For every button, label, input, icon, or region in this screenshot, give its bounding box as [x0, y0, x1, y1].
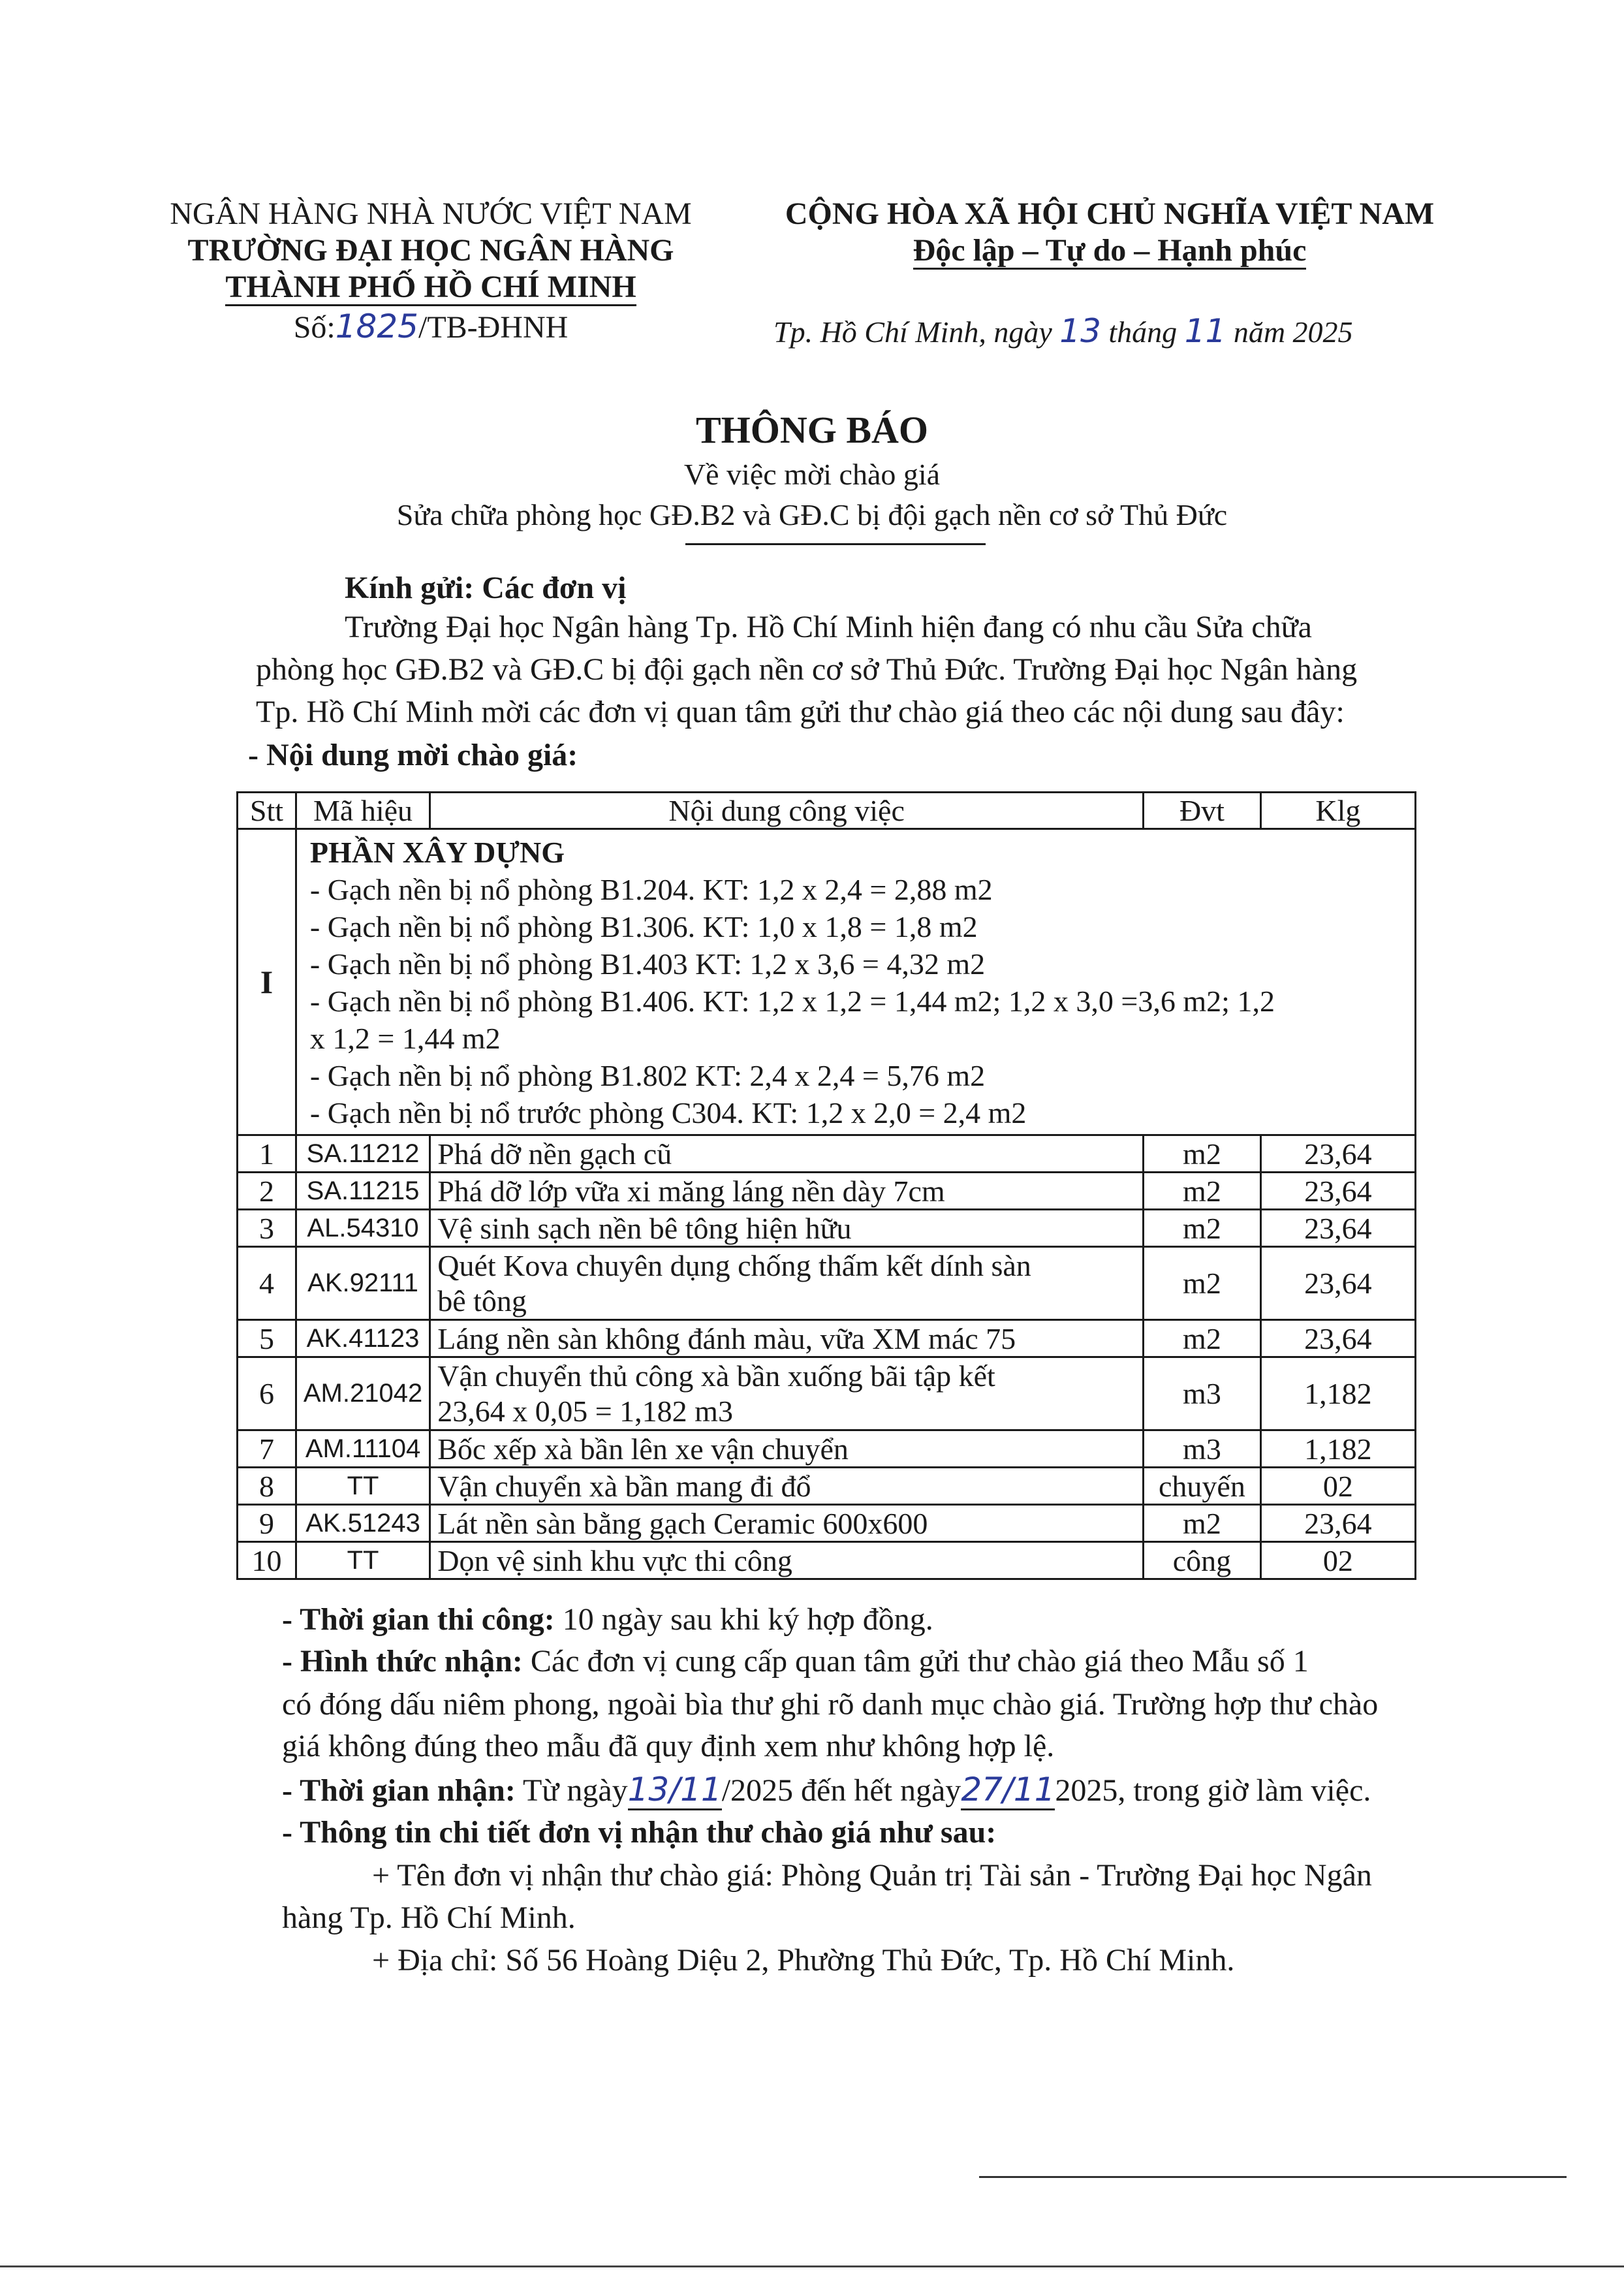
row-qty: 02 [1260, 1468, 1415, 1505]
section-row [238, 829, 1416, 1135]
row-qty: 23,64 [1260, 1135, 1415, 1173]
row-unit: m2 [1144, 1320, 1261, 1357]
section-line: x 1,2 = 1,44 m2 [309, 1022, 501, 1055]
row-desc: Phá dỡ lớp vữa xi măng láng nền dày 7cm [430, 1173, 1144, 1210]
row-unit: công [1144, 1542, 1261, 1579]
table-row [238, 1320, 1416, 1357]
section-line: - Gạch nền bị nổ phòng B1.406. KT: 1,2 x 1,2 = 1,44 m2; 1,2 x 3,0 =3,6 m2; 1,2 [309, 985, 1275, 1018]
row-desc: Lát nền sàn bằng gạch Ceramic 600x600 [430, 1505, 1144, 1542]
doc-title: THÔNG BÁO [695, 409, 929, 451]
row-code: TT [296, 1468, 429, 1505]
row-stt: 4 [238, 1247, 296, 1320]
org-block [150, 196, 711, 346]
handwritten-to-date: 27/11 [961, 1771, 1055, 1810]
doc-subtitle-2: Sửa chữa phòng học GĐ.B2 và GĐ.C bị đội gạch nền cơ sở Thủ Đức [396, 498, 1228, 531]
row-desc: Vệ sinh sạch nền bê tông hiện hữu [430, 1210, 1144, 1247]
row-qty: 23,64 [1260, 1210, 1415, 1247]
table-row [238, 1505, 1416, 1542]
document-number: Số:1825/TB-ĐHNH [293, 308, 569, 345]
content-heading: - Nội dung mời chào giá: [248, 738, 578, 772]
row-unit: chuyến [1144, 1468, 1261, 1505]
nation-title: CỘNG HÒA XÃ HỘI CHỦ NGHĨA VIỆT NAM [785, 197, 1435, 231]
header-unit: Đvt [1144, 793, 1261, 829]
header-content: Nội dung công việc [430, 793, 1144, 829]
row-desc: Dọn vệ sinh khu vực thi công [430, 1542, 1144, 1579]
section-line: - Gạch nền bị nổ phòng B1.204. KT: 1,2 x 2,4 = 2,88 m2 [309, 873, 993, 906]
date-line: Tp. Hồ Chí Minh, ngày 13 tháng 11 năm 2025 [773, 312, 1353, 350]
intro-line-3: Tp. Hồ Chí Minh mời các đơn vị quan tâm gửi thư chào giá theo các nội dung sau đây: [256, 695, 1345, 729]
section-line: - Gạch nền bị nổ phòng B1.306. KT: 1,0 x 1,8 = 1,8 m2 [309, 910, 978, 943]
table-row [238, 1468, 1416, 1505]
row-stt: 10 [238, 1542, 296, 1579]
handwritten-number: 1825 [335, 308, 418, 345]
row-qty: 02 [1260, 1542, 1415, 1579]
row-qty: 1,182 [1260, 1430, 1415, 1468]
scan-edge-line [979, 2176, 1567, 2178]
row-stt: 6 [238, 1357, 296, 1430]
row-code: SA.11215 [296, 1173, 429, 1210]
row-desc: Bốc xếp xà bần lên xe vận chuyển [430, 1430, 1144, 1468]
detail-heading: - Thông tin chi tiết đơn vị nhận thư chào giá như sau: [282, 1815, 997, 1850]
construction-time: - Thời gian thi công: 10 ngày sau khi ký hợp đồng. [282, 1602, 933, 1637]
receipt-form-line-2: có đóng dấu niêm phong, ngoài bìa thư ghi rõ danh mục chào giá. Trường hợp thư chào [282, 1687, 1379, 1722]
section-line: - Gạch nền bị nổ trước phòng C304. KT: 1,2 x 2,0 = 2,4 m2 [309, 1096, 1027, 1129]
table-row [238, 1173, 1416, 1210]
row-desc: Vận chuyển thủ công xà bần xuống bãi tập kết 23,64 x 0,05 = 1,182 m3 [430, 1357, 1144, 1430]
intro-line-1: Trường Đại học Ngân hàng Tp. Hồ Chí Minh hiện đang có nhu cầu Sửa chữa [345, 610, 1312, 644]
header-qty: Klg [1260, 793, 1415, 829]
handwritten-from-date: 13/11 [628, 1771, 722, 1810]
row-code: AK.41123 [296, 1320, 429, 1357]
section-title: PHẦN XÂY DỰNG [309, 836, 565, 869]
row-stt: 8 [238, 1468, 296, 1505]
row-desc: Láng nền sàn không đánh màu, vữa XM mác 75 [430, 1320, 1144, 1357]
table-header-row [238, 793, 1416, 829]
org-name-line2: TRƯỜNG ĐẠI HỌC NGÂN HÀNG [187, 233, 674, 268]
row-unit: m2 [1144, 1505, 1261, 1542]
row-qty: 23,64 [1260, 1173, 1415, 1210]
row-code: AM.11104 [296, 1430, 429, 1468]
table-row [238, 1357, 1416, 1430]
row-qty: 23,64 [1260, 1320, 1415, 1357]
org-name-line3: THÀNH PHỐ HỒ CHÍ MINH [225, 270, 636, 306]
row-unit: m2 [1144, 1210, 1261, 1247]
address-line: + Địa chỉ: Số 56 Hoàng Diệu 2, Phường Thủ Đức, Tp. Hồ Chí Minh. [372, 1943, 1235, 1978]
scan-edge-line-bottom [0, 2265, 1624, 2267]
row-code: AL.54310 [296, 1210, 429, 1247]
intro-line-2: phòng học GĐ.B2 và GĐ.C bị đội gạch nền cơ sở Thủ Đức. Trường Đại học Ngân hàng [256, 652, 1358, 687]
receipt-form-line-1: - Hình thức nhận: Các đơn vị cung cấp quan tâm gửi thư chào giá theo Mẫu số 1 [282, 1644, 1309, 1679]
section-line: - Gạch nền bị nổ phòng B1.403 KT: 1,2 x 3,6 = 4,32 m2 [309, 947, 986, 981]
row-unit: m3 [1144, 1430, 1261, 1468]
date-day: 13 [1059, 312, 1101, 350]
row-desc: Phá dỡ nền gạch cũ [430, 1135, 1144, 1173]
motto: Độc lập – Tự do – Hạnh phúc [913, 233, 1307, 270]
row-code: AM.21042 [296, 1357, 429, 1430]
row-stt: 9 [238, 1505, 296, 1542]
row-qty: 23,64 [1260, 1505, 1415, 1542]
row-code: SA.11212 [296, 1135, 429, 1173]
row-stt: 3 [238, 1210, 296, 1247]
row-stt: 1 [238, 1135, 296, 1173]
row-desc: Vận chuyển xà bần mang đi đổ [430, 1468, 1144, 1505]
recipient-line: Kính gửi: Các đơn vị [345, 571, 627, 605]
section-content [296, 829, 1415, 1135]
row-unit: m2 [1144, 1247, 1261, 1320]
receipt-form-line-3: giá không đúng theo mẫu đã quy định xem như không hợp lệ. [282, 1729, 1055, 1763]
receive-time: - Thời gian nhận: Từ ngày13/11/2025 đến hết ngày27/112025, trong giờ làm việc. [282, 1768, 1371, 1812]
row-stt: 5 [238, 1320, 296, 1357]
section-number: I [238, 829, 296, 1135]
header-stt: Stt [238, 793, 296, 829]
row-stt: 7 [238, 1430, 296, 1468]
row-unit: m2 [1144, 1135, 1261, 1173]
doc-subtitle-1: Về việc mời chào giá [683, 458, 941, 491]
section-line: - Gạch nền bị nổ phòng B1.802 KT: 2,4 x 2,4 = 5,76 m2 [309, 1059, 986, 1092]
org-name-line1: NGÂN HÀNG NHÀ NƯỚC VIỆT NAM [170, 197, 692, 231]
table-row [238, 1247, 1416, 1320]
title-underline [685, 543, 986, 545]
table-row [238, 1430, 1416, 1468]
table-row [238, 1210, 1416, 1247]
date-month: 11 [1184, 312, 1226, 350]
row-qty: 1,182 [1260, 1357, 1415, 1430]
row-code: AK.92111 [296, 1247, 429, 1320]
table-row [238, 1135, 1416, 1173]
receiving-unit-line-1: + Tên đơn vị nhận thư chào giá: Phòng Quản trị Tài sản - Trường Đại học Ngân [372, 1858, 1372, 1893]
row-code: TT [296, 1542, 429, 1579]
row-desc: Quét Kova chuyên dụng chống thấm kết dính sàn bê tông [430, 1247, 1144, 1320]
table-row [238, 1542, 1416, 1579]
nation-block [757, 196, 1462, 269]
row-stt: 2 [238, 1173, 296, 1210]
row-unit: m2 [1144, 1173, 1261, 1210]
row-code: AK.51243 [296, 1505, 429, 1542]
header-code: Mã hiệu [296, 793, 429, 829]
row-qty: 23,64 [1260, 1247, 1415, 1320]
row-unit: m3 [1144, 1357, 1261, 1430]
receiving-unit-line-2: hàng Tp. Hồ Chí Minh. [282, 1901, 576, 1935]
work-items-table [236, 791, 1416, 1580]
